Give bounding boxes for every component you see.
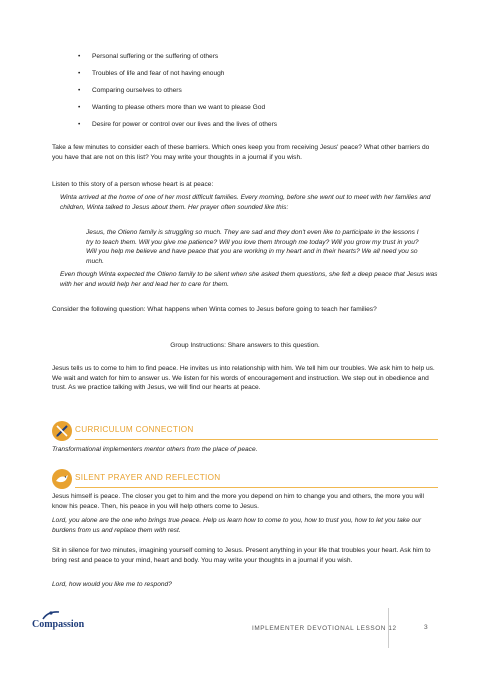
list-item: • Personal suffering or the suffering of others xyxy=(78,52,438,69)
divider xyxy=(75,487,438,488)
footer-lesson-title: IMPLEMENTER DEVOTIONAL LESSON 12 xyxy=(252,625,397,632)
silent-paragraph-2: Sit in silence for two minutes, imagining yourself coming to Jesus. Present anything in your life that troubles your heart. Ask him to bring rest and peace to your mind, heart and body. You may write your thoughts in a journal if you wish. xyxy=(52,547,431,564)
dove-icon xyxy=(52,469,72,489)
section-title: CURRICULUM CONNECTION xyxy=(75,425,194,434)
curriculum-text: Transformational implementers mentor others from the place of peace. xyxy=(52,446,258,453)
barriers-list xyxy=(78,52,438,137)
compassion-logo xyxy=(32,618,84,633)
page-number: 3 xyxy=(424,624,428,631)
list-item: • Comparing ourselves to others xyxy=(78,86,438,103)
silent-prayer-header xyxy=(52,469,438,490)
curriculum-header xyxy=(52,421,438,442)
paragraph-listen: Listen to this story of a person whose heart is at peace: xyxy=(52,181,214,188)
paragraph-barriers: Take a few minutes to consider each of these barriers. Which ones keep you from receiving Jesus' peace? What other barriers do you have that are not on this list? You may write your thoughts in a journal if you wish. xyxy=(52,144,430,161)
silent-paragraph-1: Jesus himself is peace. The closer you get to him and the more you depend on him to change you and others, the more you will know his peace. Then, his peace in you will help others come to Jesus. xyxy=(52,493,424,510)
story-outro: Even though Winta expected the Otieno family to be silent when she asked them questions, she felt a deep peace that Jesus was with her and would help her and lead her to care for them. xyxy=(60,271,438,288)
story-intro: Winta arrived at the home of one of her most difficult families. Every morning, before she went out to meet with her families and children, Winta talked to Jesus about them. Her prayer often sounded like this: xyxy=(60,194,431,211)
silent-prayer-2: Lord, how would you like me to respond? xyxy=(52,581,172,588)
group-instructions: Group Instructions: Share answers to this question. xyxy=(170,342,320,349)
list-item: • Wanting to please others more than we want to please God xyxy=(78,103,438,120)
logo-swoosh-icon xyxy=(42,610,60,620)
story-prayer: Jesus, the Otieno family is struggling so much. They are sad and they don't even like to participate in the lessons I try to teach them. Will you give me patience? Will you love them through me today? Will you grow my trust in you? Will you help me believe and have peace that you are working in my heart and in their hearts? We all need you so much. xyxy=(86,229,419,265)
list-item: • Desire for power or control over our lives and the lives of others xyxy=(78,120,438,137)
list-item: • Troubles of life and fear of not having enough xyxy=(78,69,438,86)
section-title: SILENT PRAYER AND REFLECTION xyxy=(75,473,221,482)
silent-prayer-1: Lord, you alone are the one who brings true peace. Help us learn how to come to you, how to trust you, how to let you take our burdens from us and replace them with rest. xyxy=(52,517,422,534)
paragraph-jesus: Jesus tells us to come to him to find peace. He invites us into relationship with him. We tell him our troubles. We ask him to help us. We wait and watch for him to answer us. We listen for his words of encouragement and instruction. We step out in obedience and trust. As we practice talking with Jesus, we will find our hearts at peace. xyxy=(52,365,435,392)
logo-text: Compassion xyxy=(32,619,85,630)
divider xyxy=(75,439,438,440)
paragraph-consider: Consider the following question: What happens when Winta comes to Jesus before going to teach her families? xyxy=(52,306,377,313)
pencil-ruler-icon xyxy=(52,421,72,441)
